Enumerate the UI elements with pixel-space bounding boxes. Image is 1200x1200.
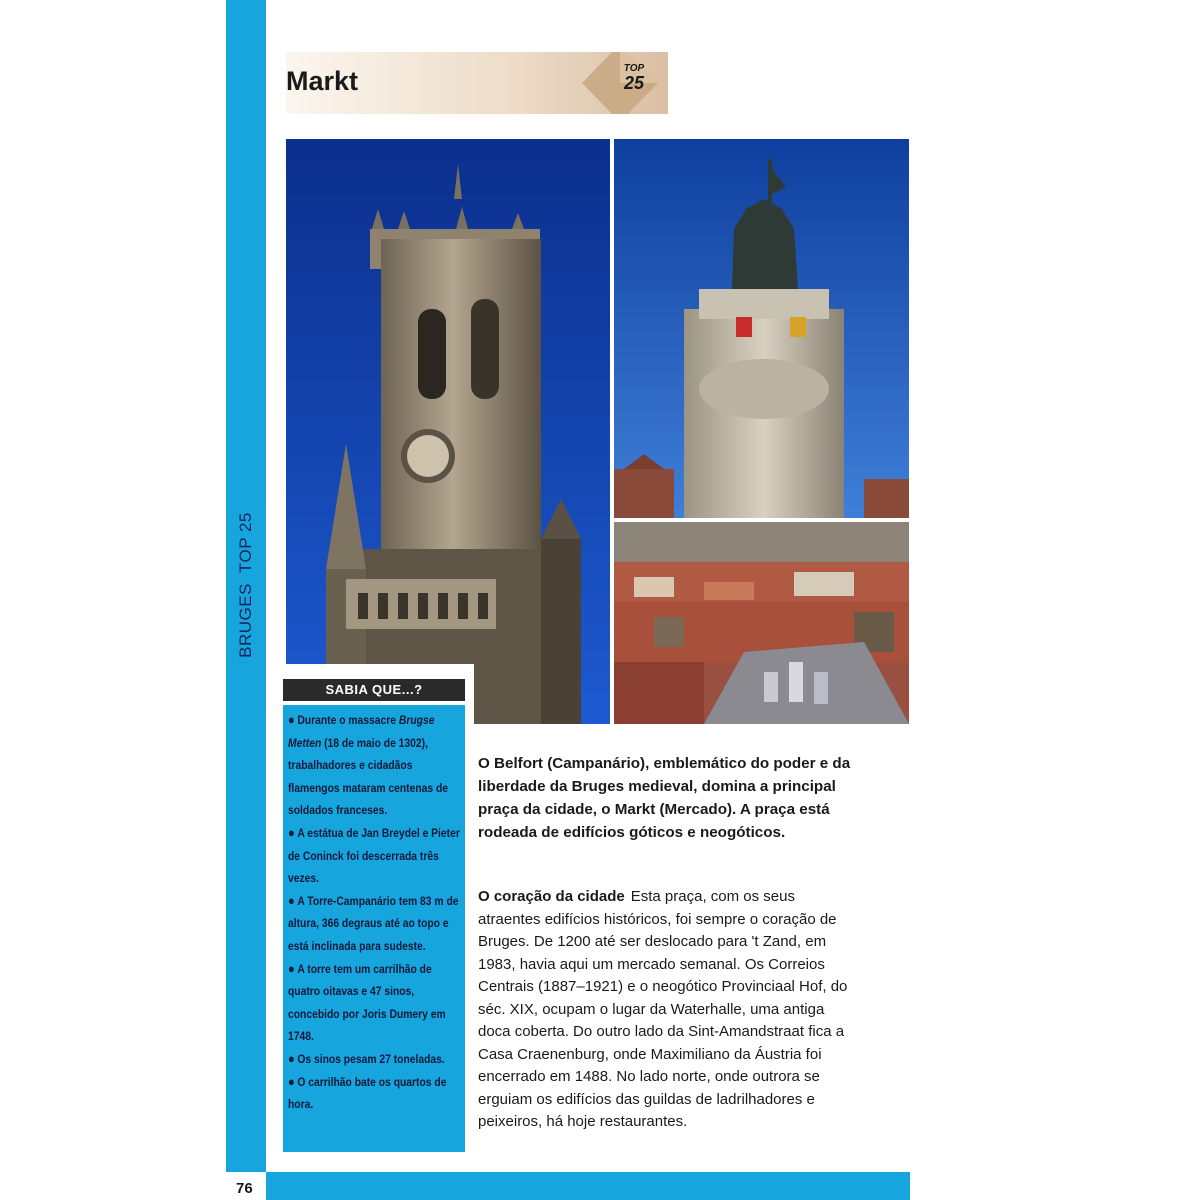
bullet-icon: ●	[288, 824, 295, 840]
page-number: 76	[236, 1180, 253, 1197]
body-section	[478, 886, 850, 1134]
top-25-badge	[611, 64, 657, 92]
bullet-icon: ●	[288, 1050, 295, 1066]
bullet-icon: ●	[288, 960, 295, 976]
top-badge-label: TOP	[623, 63, 645, 74]
fact-item	[288, 1048, 464, 1071]
did-you-know-body	[283, 705, 465, 1152]
fact-item	[288, 822, 464, 890]
fact-text: A estátua de Jan Breydel e Pieter de Coninck foi descerrada três vezes.	[288, 825, 460, 886]
running-head-section: TOP 25	[236, 512, 255, 574]
aerial-photo	[614, 522, 909, 724]
top-badge-number: 25	[623, 73, 645, 93]
section-subhead: O coração da cidade	[478, 888, 625, 905]
bullet-icon: ●	[288, 712, 295, 727]
bottom-color-bar	[266, 1172, 910, 1200]
fact-text: Durante o massacre	[297, 713, 399, 727]
fact-item	[288, 709, 464, 822]
fact-text: A torre tem um carrilhão de quatro oitavas e 47 sinos, concebido por Joris Dumery em 1748.	[288, 961, 446, 1044]
fact-text: O carrilhão bate os quartos de hora.	[288, 1074, 447, 1112]
fact-text: (18 de maio de 1302), trabalhadores e cidadãos flamengos mataram centenas de soldados franceses.	[288, 735, 449, 818]
lead-paragraph: O Belfort (Campanário), emblemático do poder e da liberdade da Bruges medieval, domina a principal praça da cidade, o Markt (Mercado). A praça está rodeada de edifícios góticos e neogóticos.	[478, 755, 851, 841]
belfry-photo	[286, 139, 610, 724]
fact-item	[288, 890, 464, 958]
bullet-icon: ●	[288, 892, 295, 908]
running-head	[236, 512, 256, 658]
fact-emphasis: Brugse Metten	[288, 713, 435, 750]
section-body: Esta praça, com os seus atraentes edifícios históricos, foi sempre o coração de Bruges. De 1200 até ser deslocado para 't Zand, em 1983, havia aqui um mercado semanal. Os Correios Centrais (1887–1921) e o neogótico Provinciaal Hof, do séc. XIX, ocupam o lugar da Waterhalle, uma antiga doca coberta. Do outro lado da Sint-Amandstraat fica a Casa Craenenburg, onde Maximiliano da Áustria foi encerrado em 1488. No lado norte, onde outrora se erguiam os edifícios das guildas de ladrilhadores e peixeiros, há hoje restaurantes.	[478, 888, 848, 1130]
fact-text: A Torre-Campanário tem 83 m de altura, 366 degraus até ao topo e está inclinada para sudeste.	[288, 893, 459, 953]
statue-photo	[614, 139, 909, 518]
fact-item	[288, 958, 464, 1048]
page-title: Markt	[286, 66, 359, 96]
fact-text: Os sinos pesam 27 toneladas.	[297, 1051, 445, 1066]
did-you-know-heading: SABIA QUE...?	[283, 679, 465, 701]
fact-item	[288, 1071, 464, 1116]
running-head-city: BRUGES	[236, 583, 255, 658]
bullet-icon: ●	[288, 1073, 295, 1089]
did-you-know-box	[278, 664, 474, 1152]
